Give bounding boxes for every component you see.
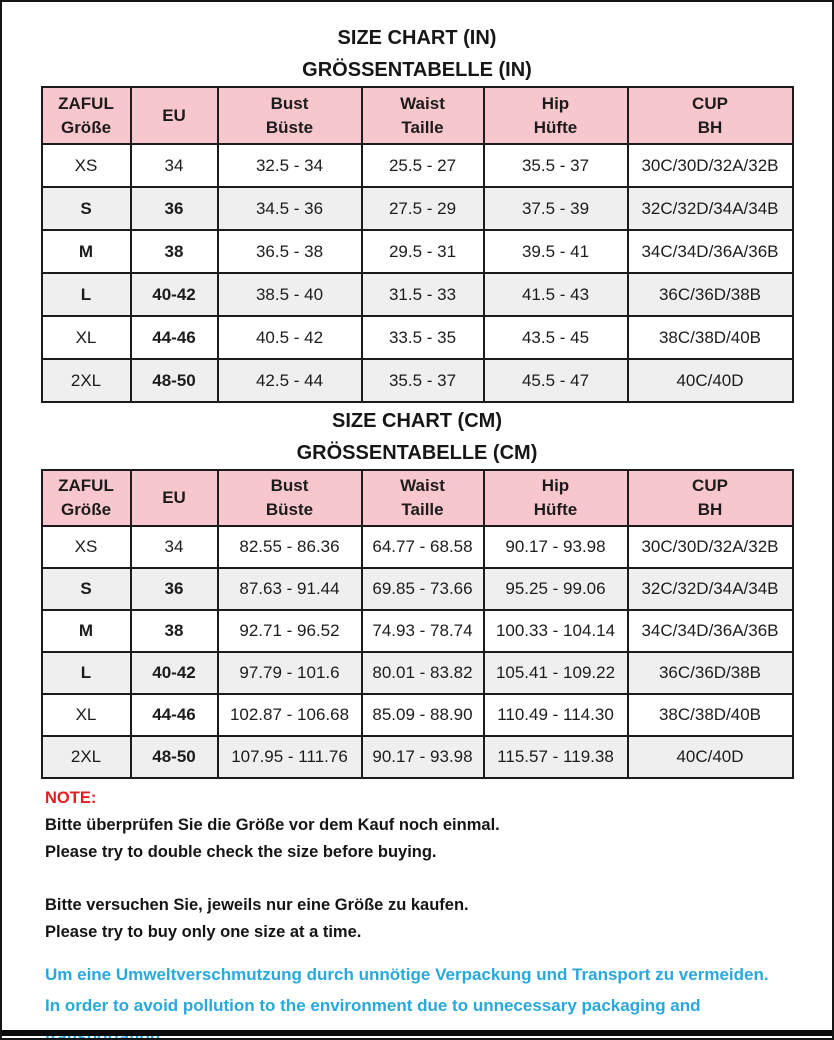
cell-waist: 35.5 - 37 <box>362 359 484 402</box>
cell-cup: 40C/40D <box>628 359 793 402</box>
table-row <box>42 316 793 359</box>
table-row <box>42 526 793 568</box>
table-row <box>42 652 793 694</box>
notes-section <box>45 785 832 1040</box>
cell-cup: 32C/32D/34A/34B <box>628 187 793 230</box>
note-check-size-de: Bitte überprüfen Sie die Größe vor dem Kauf noch einmal. <box>45 816 500 834</box>
header-line: Taille <box>401 117 444 137</box>
note-one-size-en: Please try to buy only one size at a time. <box>45 923 362 941</box>
cell-cup: 30C/30D/32A/32B <box>628 526 793 568</box>
cell-size: S <box>42 187 131 230</box>
header-line: Bust <box>270 476 309 495</box>
size-chart-in-table <box>41 86 794 403</box>
header-line: Hüfte <box>533 500 578 519</box>
cell-eu: 38 <box>131 610 218 652</box>
header-line: CUP <box>692 93 728 113</box>
header-row <box>42 470 793 526</box>
cell-hip: 45.5 - 47 <box>484 359 628 402</box>
cell-cup: 34C/34D/36A/36B <box>628 610 793 652</box>
column-header-bust <box>218 470 362 526</box>
cell-hip: 95.25 - 99.06 <box>484 568 628 610</box>
cell-waist: 33.5 - 35 <box>362 316 484 359</box>
table-row <box>42 568 793 610</box>
header-line: Bust <box>270 93 309 113</box>
note-one-size-de: Bitte versuchen Sie, jeweils nur eine Größe zu kaufen. <box>45 896 469 914</box>
cell-hip: 37.5 - 39 <box>484 187 628 230</box>
column-header-hip <box>484 470 628 526</box>
note-check-size-en: Please try to double check the size before buying. <box>45 843 437 861</box>
cell-cup: 40C/40D <box>628 736 793 778</box>
cell-hip: 43.5 - 45 <box>484 316 628 359</box>
cell-bust: 32.5 - 34 <box>218 144 362 187</box>
cell-cup: 36C/36D/38B <box>628 273 793 316</box>
header-line: Hüfte <box>533 117 578 137</box>
cell-waist: 74.93 - 78.74 <box>362 610 484 652</box>
cell-size: XS <box>42 526 131 568</box>
cell-eu: 44-46 <box>131 694 218 736</box>
cell-eu: 44-46 <box>131 316 218 359</box>
bottom-border-bar <box>2 1030 832 1036</box>
column-header-eu <box>131 470 218 526</box>
header-line: BH <box>697 117 723 137</box>
cell-size: 2XL <box>42 359 131 402</box>
cell-cup: 36C/36D/38B <box>628 652 793 694</box>
cell-bust: 92.71 - 96.52 <box>218 610 362 652</box>
size-chart-cm-table <box>41 469 794 779</box>
cell-bust: 107.95 - 111.76 <box>218 736 362 778</box>
cell-eu: 36 <box>131 187 218 230</box>
cell-hip: 110.49 - 114.30 <box>484 694 628 736</box>
table-row <box>42 230 793 273</box>
spacer <box>45 866 832 892</box>
column-header-cup <box>628 87 793 144</box>
cell-size: M <box>42 230 131 273</box>
header-row <box>42 87 793 144</box>
table-row <box>42 144 793 187</box>
cell-size: 2XL <box>42 736 131 778</box>
table-row <box>42 187 793 230</box>
cell-hip: 90.17 - 93.98 <box>484 526 628 568</box>
cell-cup: 34C/34D/36A/36B <box>628 230 793 273</box>
header-line: Büste <box>265 117 314 137</box>
cell-size: S <box>42 568 131 610</box>
cell-bust: 38.5 - 40 <box>218 273 362 316</box>
cell-eu: 38 <box>131 230 218 273</box>
cell-size: XL <box>42 316 131 359</box>
column-header-hip <box>484 87 628 144</box>
header-line: Büste <box>265 500 314 519</box>
size-chart-in-title: SIZE CHART (IN) <box>337 27 497 49</box>
column-header-size <box>42 470 131 526</box>
column-header-bust <box>218 87 362 144</box>
cell-size: XS <box>42 144 131 187</box>
cell-cup: 32C/32D/34A/34B <box>628 568 793 610</box>
header-line: Hip <box>541 476 570 495</box>
header-line: Waist <box>400 476 445 495</box>
cell-cup: 38C/38D/40B <box>628 316 793 359</box>
header-line: BH <box>697 500 723 519</box>
cell-waist: 29.5 - 31 <box>362 230 484 273</box>
header-line: Größe <box>60 500 112 519</box>
cell-hip: 115.57 - 119.38 <box>484 736 628 778</box>
header-line: ZAFUL <box>58 476 114 495</box>
column-header-waist <box>362 87 484 144</box>
header-line: ZAFUL <box>58 93 114 113</box>
cell-bust: 42.5 - 44 <box>218 359 362 402</box>
cell-eu: 34 <box>131 526 218 568</box>
table-row <box>42 359 793 402</box>
table-row <box>42 273 793 316</box>
cell-bust: 102.87 - 106.68 <box>218 694 362 736</box>
cell-cup: 38C/38D/40B <box>628 694 793 736</box>
cell-bust: 36.5 - 38 <box>218 230 362 273</box>
size-chart-cm-title: SIZE CHART (CM) <box>332 410 502 432</box>
header-line: Taille <box>401 500 444 519</box>
cell-hip: 100.33 - 104.14 <box>484 610 628 652</box>
cell-bust: 87.63 - 91.44 <box>218 568 362 610</box>
cell-waist: 27.5 - 29 <box>362 187 484 230</box>
column-header-eu <box>131 87 218 144</box>
spacer <box>45 946 832 959</box>
cell-bust: 34.5 - 36 <box>218 187 362 230</box>
header-line: CUP <box>692 476 728 495</box>
cell-eu: 40-42 <box>131 273 218 316</box>
cell-eu: 36 <box>131 568 218 610</box>
table-row <box>42 610 793 652</box>
cell-bust: 97.79 - 101.6 <box>218 652 362 694</box>
cell-eu: 48-50 <box>131 359 218 402</box>
column-header-waist <box>362 470 484 526</box>
cell-waist: 90.17 - 93.98 <box>362 736 484 778</box>
note-label: NOTE: <box>45 789 97 807</box>
cell-eu: 40-42 <box>131 652 218 694</box>
header-line: Größe <box>60 117 112 137</box>
cell-bust: 82.55 - 86.36 <box>218 526 362 568</box>
cell-eu: 48-50 <box>131 736 218 778</box>
cell-hip: 35.5 - 37 <box>484 144 628 187</box>
size-chart-in-subtitle: GRÖSSENTABELLE (IN) <box>302 59 532 81</box>
cell-size: L <box>42 273 131 316</box>
cell-size: XL <box>42 694 131 736</box>
cell-size: L <box>42 652 131 694</box>
size-chart-cm-subtitle: GRÖSSENTABELLE (CM) <box>296 442 538 464</box>
cell-waist: 69.85 - 73.66 <box>362 568 484 610</box>
cell-waist: 25.5 - 27 <box>362 144 484 187</box>
column-header-size <box>42 87 131 144</box>
cell-bust: 40.5 - 42 <box>218 316 362 359</box>
table-row <box>42 736 793 778</box>
cell-hip: 105.41 - 109.22 <box>484 652 628 694</box>
header-line: EU <box>162 105 186 125</box>
cell-size: M <box>42 610 131 652</box>
header-line: Hip <box>541 93 570 113</box>
cell-hip: 39.5 - 41 <box>484 230 628 273</box>
cell-cup: 30C/30D/32A/32B <box>628 144 793 187</box>
note-eco-de: Um eine Umweltverschmutzung durch unnötige Verpackung und Transport zu vermeiden. <box>45 965 769 984</box>
cell-waist: 80.01 - 83.82 <box>362 652 484 694</box>
cell-waist: 31.5 - 33 <box>362 273 484 316</box>
cell-waist: 85.09 - 88.90 <box>362 694 484 736</box>
header-line: EU <box>162 488 186 507</box>
cell-hip: 41.5 - 43 <box>484 273 628 316</box>
cell-eu: 34 <box>131 144 218 187</box>
cell-waist: 64.77 - 68.58 <box>362 526 484 568</box>
column-header-cup <box>628 470 793 526</box>
section-size-chart-in <box>2 26 832 403</box>
note-eco-en-line1: In order to avoid pollution to the environment due to unnecessary packaging and <box>45 996 701 1015</box>
header-line: Waist <box>400 93 445 113</box>
section-size-chart-cm <box>2 409 832 779</box>
table-row <box>42 694 793 736</box>
